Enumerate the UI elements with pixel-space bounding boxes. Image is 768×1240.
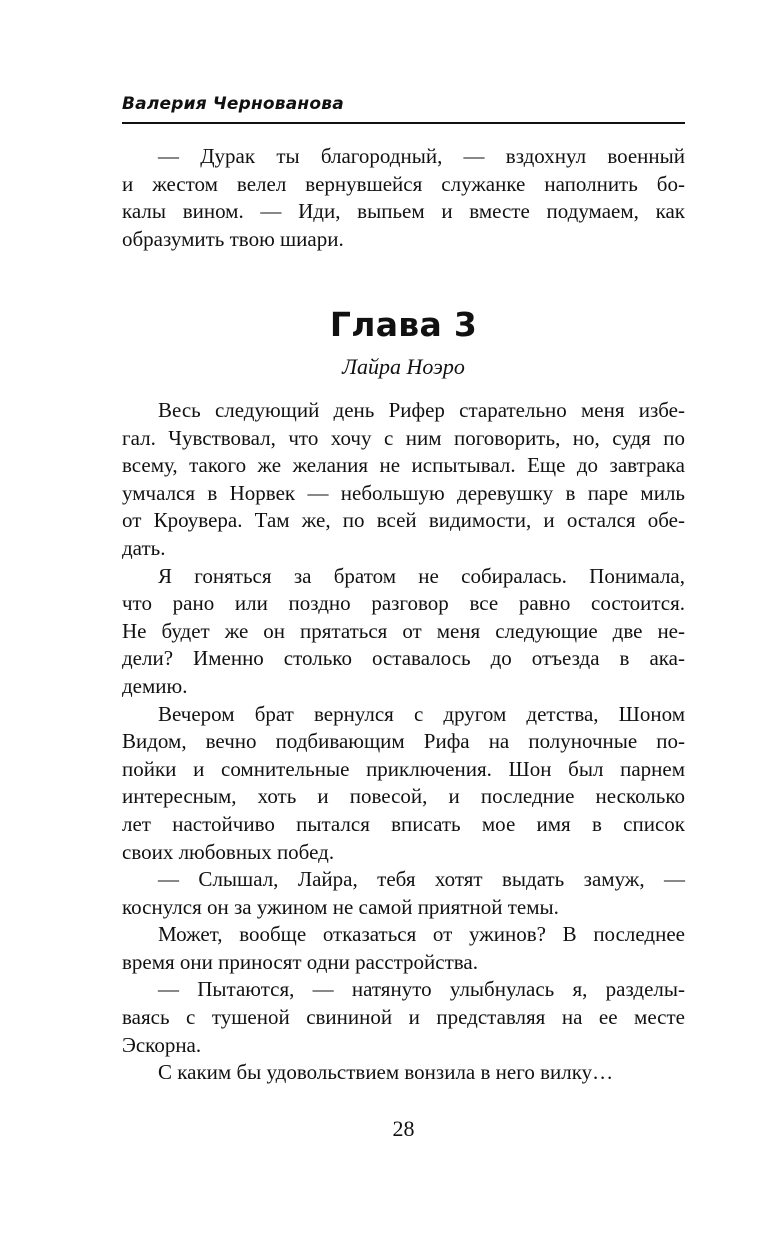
text-line: интересным, хоть и повесой, и последние несколько <box>122 784 685 809</box>
text-line: — Дурак ты благородный, — вздохнул военный <box>158 144 685 168</box>
text-line: — Пытаются, — натянуто улыбнулась я, разделы- <box>158 977 685 1002</box>
text-line: своих любовных побед. <box>122 839 335 864</box>
text-line: калы вином. — Иди, выпьем и вместе подумаем, как <box>122 199 685 224</box>
chapter-subtitle: Лайра Ноэро <box>342 354 465 379</box>
text-line: Не будет же он прятаться от меня следующие две не- <box>122 618 685 643</box>
text-line: дели? Именно столько оставалось до отъезда в ака- <box>122 646 685 671</box>
intro-paragraph <box>122 143 685 253</box>
paragraph <box>122 1059 685 1087</box>
text-line: всему, такого же желания не испытывал. Еще до завтрака <box>122 453 685 478</box>
paragraph <box>122 976 685 1059</box>
text-line: что рано или поздно разговор все равно состоится. <box>122 591 685 616</box>
text-line: Эскорна. <box>122 1032 202 1057</box>
text-line: дать. <box>122 535 166 560</box>
text-line: образумить твою шиари. <box>122 226 344 251</box>
text-line: демию. <box>122 673 188 698</box>
text-line: Может, вообще отказаться от ужинов? В последнее <box>158 922 685 947</box>
chapter-title: Глава 3 <box>329 305 478 344</box>
paragraph <box>122 866 685 921</box>
text-line: умчался в Норвек — небольшую деревушку в паре миль <box>122 480 685 505</box>
paragraph <box>122 701 685 867</box>
paragraph <box>122 563 685 701</box>
text-line: Видом, вечно подбивающим Рифа на полуночные по- <box>122 729 685 754</box>
header-author: Валерия Чернованова <box>122 94 344 114</box>
page-number: 28 <box>392 1116 415 1141</box>
text-line: от Кроувера. Там же, по всей видимости, и остался обе- <box>122 508 685 533</box>
text-line: лет настойчиво пытался вписать мое имя в список <box>122 811 685 836</box>
text-line: коснулся он за ужином не самой приятной темы. <box>122 894 559 919</box>
text-line: Я гоняться за братом не собиралась. Понимала, <box>158 563 685 588</box>
running-header <box>122 92 685 124</box>
text-line: и жестом велел вернувшейся служанке наполнить бо- <box>122 171 685 196</box>
paragraph <box>122 397 685 563</box>
text-line: Весь следующий день Рифер старательно меня избе- <box>158 398 685 422</box>
text-line: пойки и сомнительные приключения. Шон был парнем <box>122 756 685 781</box>
text-line: Вечером брат вернулся с другом детства, Шоном <box>158 701 685 726</box>
chapter-body <box>122 397 685 1087</box>
text-line: ваясь с тушеной свининой и представляя на ее месте <box>122 1005 685 1030</box>
text-line: — Слышал, Лайра, тебя хотят выдать замуж, — <box>158 867 685 892</box>
text-line: время они приносят одни расстройства. <box>122 949 478 974</box>
text-line: С каким бы удовольствием вонзила в него вилку… <box>158 1060 614 1085</box>
text-line: гал. Чувствовал, что хочу с ним поговорить, но, судя по <box>122 425 685 450</box>
paragraph <box>122 921 685 976</box>
